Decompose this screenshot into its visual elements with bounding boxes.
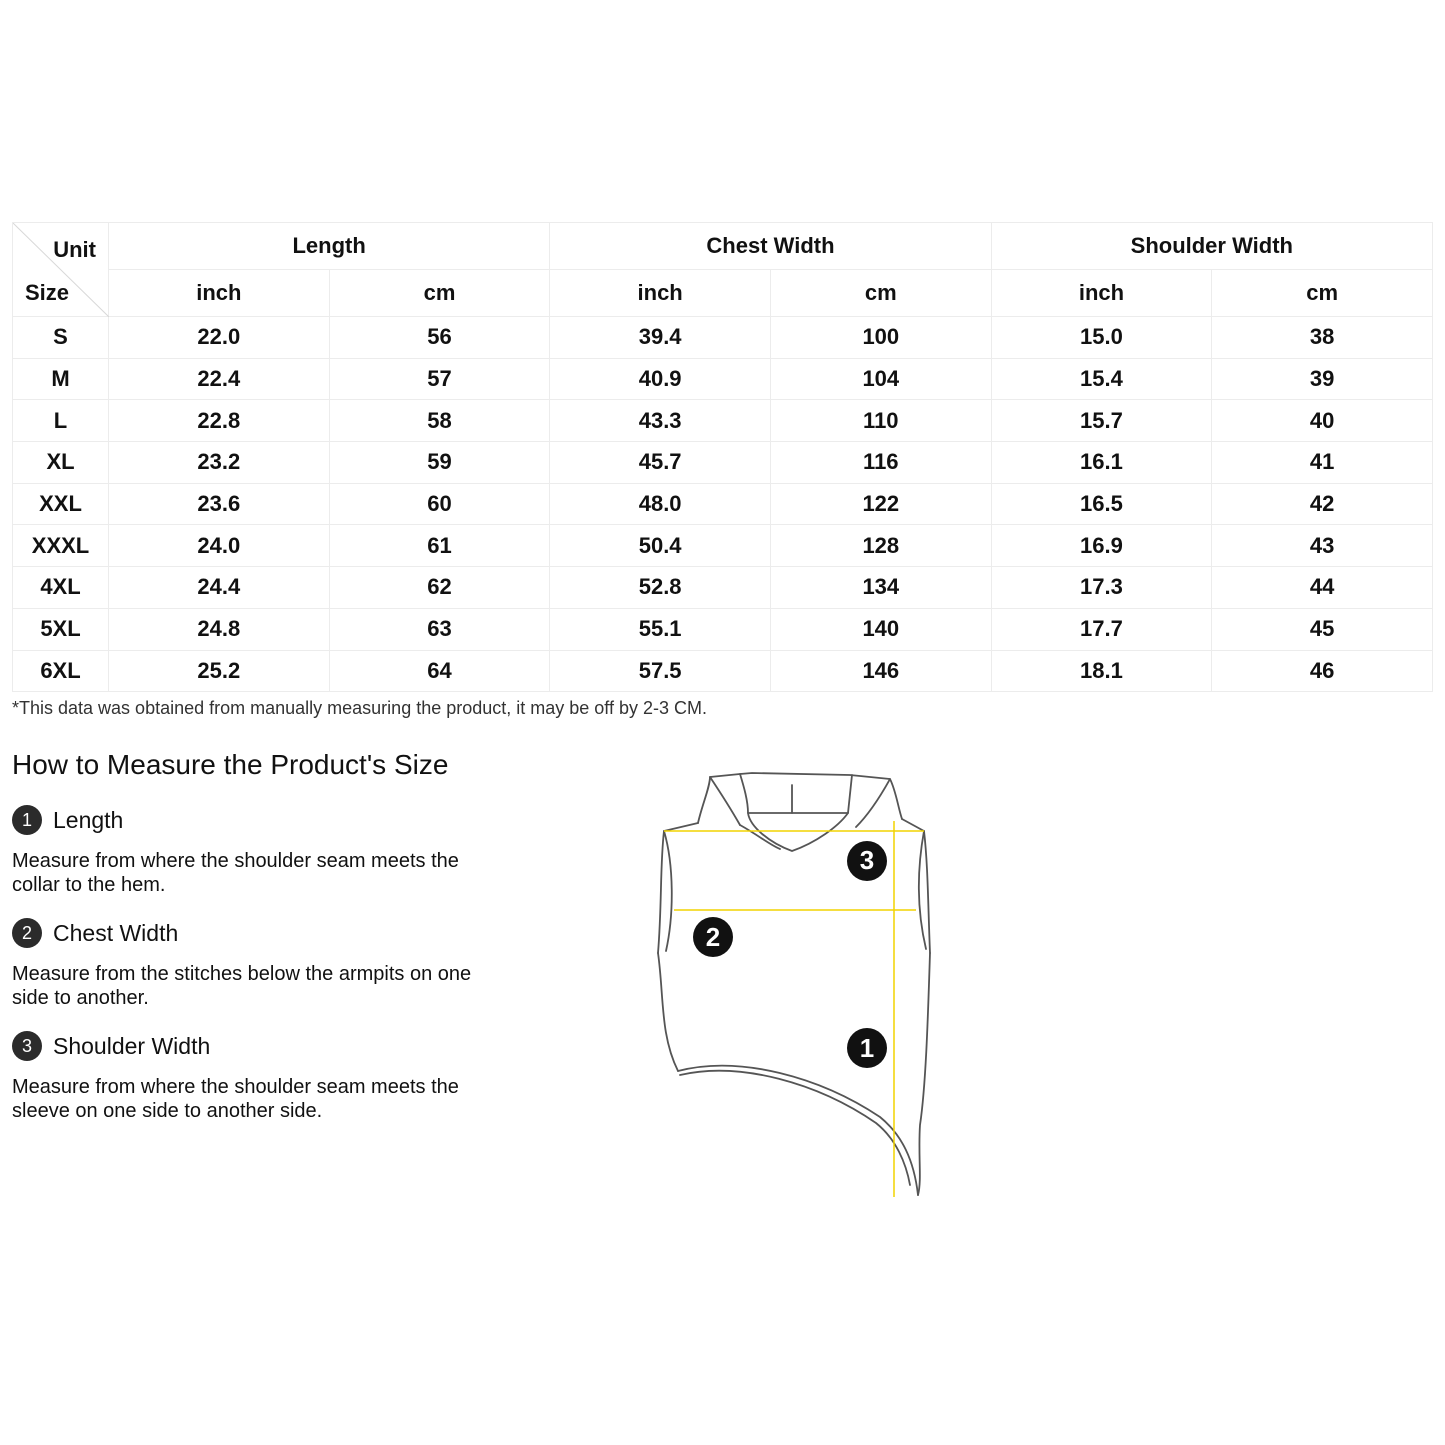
value-cell: 59 <box>329 442 550 484</box>
value-cell: 16.9 <box>991 525 1212 567</box>
table-row <box>13 317 1433 359</box>
number-badge: 3 <box>12 1031 42 1061</box>
value-cell: 58 <box>329 400 550 442</box>
step-title: Length <box>53 806 124 833</box>
table-row <box>13 358 1433 400</box>
value-cell: 45 <box>1212 608 1433 650</box>
table-row <box>13 400 1433 442</box>
size-cell: L <box>13 400 109 442</box>
step-title: Chest Width <box>53 919 179 946</box>
value-cell: 50.4 <box>550 525 771 567</box>
table-row <box>13 567 1433 609</box>
value-cell: 39.4 <box>550 317 771 359</box>
table-row <box>13 483 1433 525</box>
unit-header: inch <box>991 270 1212 317</box>
header-length: Length <box>109 223 550 270</box>
value-cell: 22.4 <box>109 358 330 400</box>
value-cell: 60 <box>329 483 550 525</box>
step-title: Shoulder Width <box>53 1032 211 1059</box>
step-description: Measure from the stitches below the armpits on one side to another. <box>12 963 472 1009</box>
value-cell: 43 <box>1212 525 1433 567</box>
value-cell: 122 <box>770 483 991 525</box>
value-cell: 16.1 <box>991 442 1212 484</box>
step-shoulder-width <box>12 1031 512 1123</box>
value-cell: 22.0 <box>109 317 330 359</box>
value-cell: 41 <box>1212 442 1433 484</box>
value-cell: 24.4 <box>109 567 330 609</box>
marker-1 <box>847 1028 887 1068</box>
step-description: Measure from where the shoulder seam meets the sleeve on one side to another side. <box>12 1076 459 1122</box>
corner-size-label: Size <box>25 280 70 305</box>
number-badge: 2 <box>12 918 42 948</box>
unit-header: cm <box>770 270 991 317</box>
value-cell: 16.5 <box>991 483 1212 525</box>
size-cell: M <box>13 358 109 400</box>
table-row <box>13 442 1433 484</box>
value-cell: 64 <box>329 650 550 692</box>
svg-text:1: 1 <box>859 1033 875 1063</box>
size-cell: XXL <box>13 483 109 525</box>
value-cell: 40 <box>1212 400 1433 442</box>
value-cell: 140 <box>770 608 991 650</box>
table-row <box>13 608 1433 650</box>
value-cell: 44 <box>1212 567 1433 609</box>
measure-guides <box>664 821 924 1197</box>
table-header-units <box>13 270 1433 317</box>
size-cell: XXXL <box>13 525 109 567</box>
header-shoulder-width: Shoulder Width <box>991 223 1432 270</box>
step-header <box>12 918 512 948</box>
value-cell: 43.3 <box>550 400 771 442</box>
value-cell: 23.2 <box>109 442 330 484</box>
size-cell: XL <box>13 442 109 484</box>
value-cell: 57 <box>329 358 550 400</box>
value-cell: 24.8 <box>109 608 330 650</box>
hoodie-vest-diagram <box>640 765 940 1205</box>
size-cell: 6XL <box>13 650 109 692</box>
value-cell: 45.7 <box>550 442 771 484</box>
value-cell: 128 <box>770 525 991 567</box>
value-cell: 61 <box>329 525 550 567</box>
step-header <box>12 1031 512 1061</box>
value-cell: 17.7 <box>991 608 1212 650</box>
value-cell: 56 <box>329 317 550 359</box>
unit-header: cm <box>329 270 550 317</box>
value-cell: 100 <box>770 317 991 359</box>
value-cell: 39 <box>1212 358 1433 400</box>
number-badge: 1 <box>12 805 42 835</box>
value-cell: 17.3 <box>991 567 1212 609</box>
corner-cell <box>13 223 109 317</box>
header-chest-width: Chest Width <box>550 223 991 270</box>
step-length <box>12 805 512 897</box>
value-cell: 55.1 <box>550 608 771 650</box>
value-cell: 63 <box>329 608 550 650</box>
size-chart-table <box>12 222 1433 692</box>
step-description: Measure from where the shoulder seam meets the collar to the hem. <box>12 850 459 896</box>
size-cell: S <box>13 317 109 359</box>
step-header <box>12 805 512 835</box>
guide-title: How to Measure the Product's Size <box>12 749 449 780</box>
value-cell: 104 <box>770 358 991 400</box>
value-cell: 134 <box>770 567 991 609</box>
unit-header: inch <box>550 270 771 317</box>
value-cell: 22.8 <box>109 400 330 442</box>
value-cell: 48.0 <box>550 483 771 525</box>
table-row <box>13 525 1433 567</box>
value-cell: 38 <box>1212 317 1433 359</box>
value-cell: 46 <box>1212 650 1433 692</box>
corner-unit-label: Unit <box>53 237 96 262</box>
size-cell: 4XL <box>13 567 109 609</box>
garment-outline <box>658 773 930 1195</box>
svg-text:3: 3 <box>859 845 875 875</box>
value-cell: 116 <box>770 442 991 484</box>
value-cell: 15.4 <box>991 358 1212 400</box>
table-header-groups <box>13 223 1433 270</box>
value-cell: 146 <box>770 650 991 692</box>
table-row <box>13 650 1433 692</box>
value-cell: 62 <box>329 567 550 609</box>
value-cell: 24.0 <box>109 525 330 567</box>
svg-text:2: 2 <box>705 922 721 952</box>
unit-header: cm <box>1212 270 1433 317</box>
value-cell: 40.9 <box>550 358 771 400</box>
step-chest-width <box>12 918 512 1010</box>
value-cell: 110 <box>770 400 991 442</box>
value-cell: 52.8 <box>550 567 771 609</box>
value-cell: 57.5 <box>550 650 771 692</box>
size-cell: 5XL <box>13 608 109 650</box>
value-cell: 42 <box>1212 483 1433 525</box>
marker-2 <box>693 917 733 957</box>
marker-3 <box>847 841 887 881</box>
value-cell: 23.6 <box>109 483 330 525</box>
value-cell: 18.1 <box>991 650 1212 692</box>
value-cell: 15.0 <box>991 317 1212 359</box>
value-cell: 25.2 <box>109 650 330 692</box>
value-cell: 15.7 <box>991 400 1212 442</box>
measurement-note: *This data was obtained from manually measuring the product, it may be off by 2-3 CM. <box>12 698 708 718</box>
unit-header: inch <box>109 270 330 317</box>
